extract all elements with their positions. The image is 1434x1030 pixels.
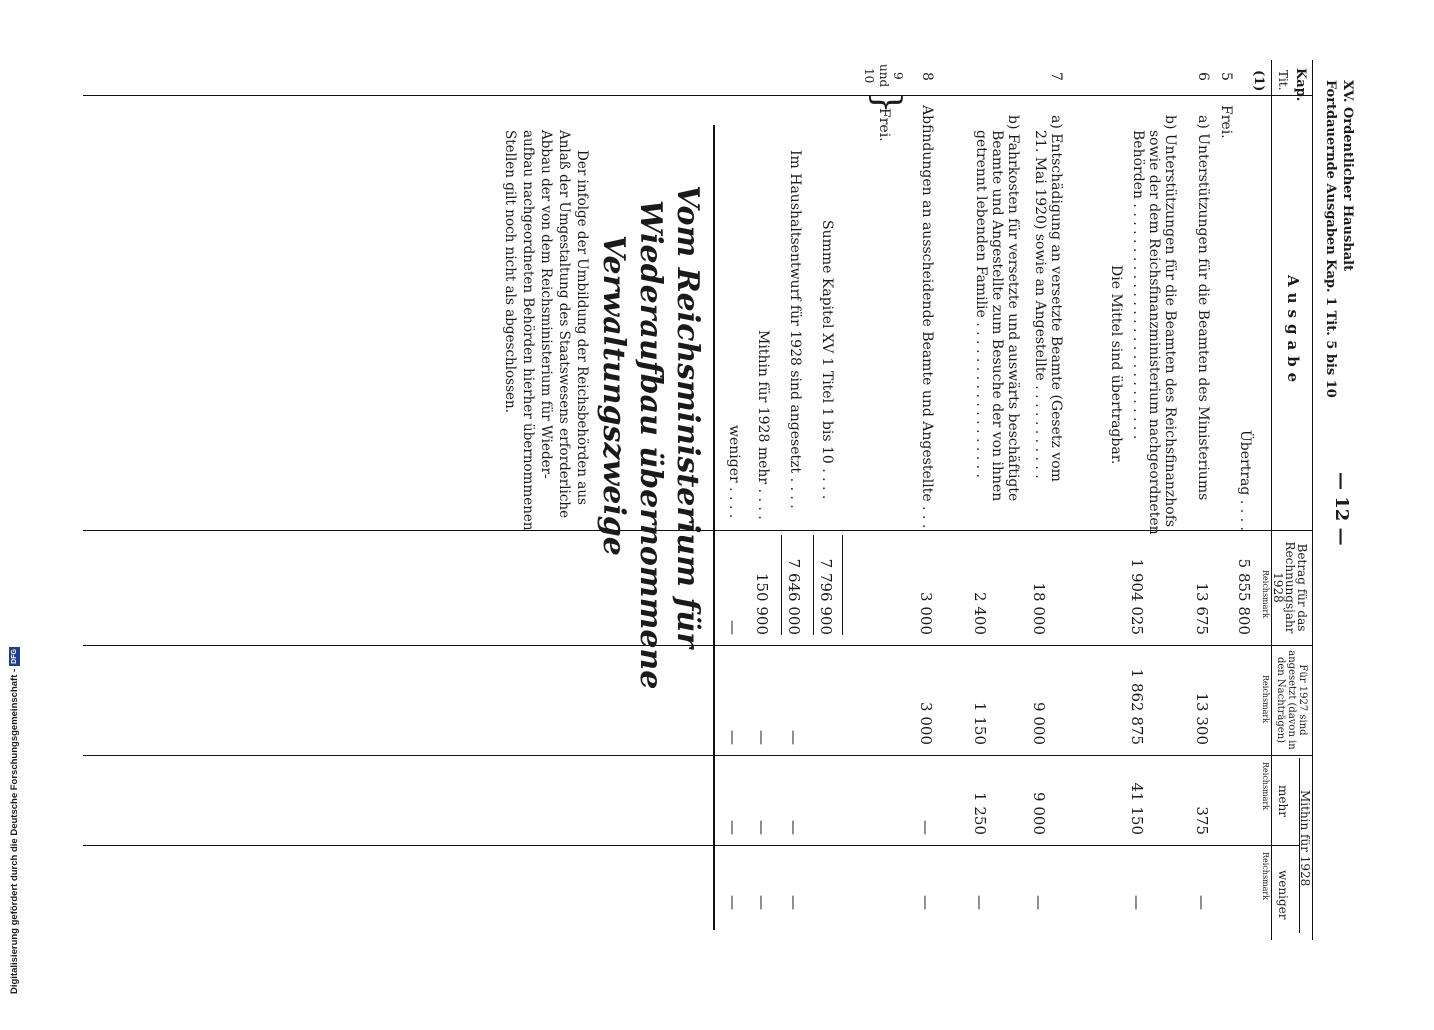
tit-6a-text: a) Unterstützungen für die Beamten des Ministeriums — [1195, 115, 1211, 501]
summe-rule-bottom — [813, 535, 814, 635]
credit-strip — [0, 0, 18, 1000]
entwurf-rule — [781, 535, 782, 635]
section-para-line2: Anlaß der Umgestaltung des Staatswesens erforderliche — [556, 130, 572, 519]
section-para-line4: aufbau nachgeordneten Behörden hierher übernommenen — [520, 130, 536, 531]
uebertrag-label: Übertrag . . . . — [1237, 430, 1253, 531]
weniger-mehr: — — [724, 820, 742, 835]
tit-6-note: Die Mittel sind übertragbar. — [1108, 265, 1124, 465]
tit-7a-weniger: — — [1030, 895, 1048, 910]
tit-9-10-brace: } — [866, 91, 907, 114]
summe-rule-top — [842, 535, 843, 635]
tit-8-mehr: — — [917, 820, 935, 835]
tit-8-1927: 3 000 — [917, 702, 935, 745]
mithin-mehr-mehr: — — [753, 820, 771, 835]
mehr-weniger-rule — [83, 845, 1300, 846]
tit-7b-betrag: 2 400 — [971, 592, 989, 635]
tit-8-weniger: — — [917, 895, 935, 910]
entwurf-1927: — — [785, 730, 803, 745]
tit-9-10-und: und — [877, 64, 891, 88]
mithin-mehr-betrag: 150 900 — [753, 572, 771, 635]
section-title-line3: Verwaltungszweige — [596, 235, 631, 556]
unit-weniger: Reichsmark — [1261, 852, 1270, 901]
section-para-line5: Stellen gilt noch nicht als abgeschlossen. — [502, 130, 518, 413]
summe-label: Summe Kapitel XV 1 Titel 1 bis 10 . . . . — [819, 220, 835, 500]
tit-6a-mehr: 375 — [1193, 806, 1211, 835]
header-bottom-rule — [1271, 60, 1272, 940]
tit-6b-weniger: — — [1128, 895, 1146, 910]
section-title-line1: Vom Reichsministerium für — [670, 185, 705, 649]
tit-7b-line1: b) Fahrkosten für versetzte und auswärts beschäftigte — [1005, 115, 1021, 502]
col-betrag: Betrag für das Rechnungsjahr 1928 — [1271, 541, 1309, 634]
tit-10: 10 — [862, 68, 876, 84]
col-fuer-1927: Für 1927 sind angesetzt (davon in den Nachträgen) — [1275, 650, 1308, 750]
header-title-line1: XV. Ordentlicher Haushalt — [1340, 80, 1355, 272]
tit-6b-betrag: 1 904 025 — [1128, 558, 1146, 635]
tit-6: 6 — [1195, 72, 1211, 81]
entwurf-betrag: 7 646 000 — [785, 558, 803, 635]
tit-7b-1927: 1 150 — [971, 702, 989, 745]
entwurf-label: Im Haushaltsentwurf für 1928 sind angesetzt . . . . — [787, 150, 803, 509]
col-mithin: Mithin für 1928 — [1298, 790, 1312, 887]
col-kap: Kap. — [1293, 68, 1308, 102]
tit-6b-mehr: 41 150 — [1128, 782, 1146, 835]
tit-7a-line1: a) Entschädigung an versetzte Beamte (Gesetz vom — [1048, 115, 1064, 482]
tit-6b-line2: sowie der dem Reichsfinanzministerium nachgeordneten — [1146, 130, 1162, 535]
tit-6b-1927: 1 862 875 — [1128, 668, 1146, 745]
col-weniger: weniger — [1276, 870, 1290, 920]
tit-5-text: Frei. — [1218, 105, 1234, 139]
uebertrag-betrag: 5 855 800 — [1235, 558, 1253, 635]
weniger-1927: — — [724, 730, 742, 745]
unit-betrag: Reichsmark — [1261, 570, 1270, 619]
tit-7b-mehr: 1 250 — [971, 792, 989, 835]
mithin-mehr-1927: — — [753, 730, 771, 745]
page-number: — 12 — — [1331, 472, 1352, 546]
tit-6b-line3: Behörden . . . . . . . . . . . . . . . . . . . . . . . . . . . — [1130, 130, 1146, 440]
tit-6b-line1: b) Unterstützungen für die Beamten des Reichsfinanzhofs — [1162, 115, 1178, 528]
col-ausgabe: Ausgabe — [1284, 275, 1302, 389]
entwurf-weniger: — — [785, 895, 803, 910]
col-tit: Tit. — [1276, 70, 1290, 91]
credit-text: Digitalisierung gefördert durch die Deutsche Forschungsgemeinschaft - — [9, 668, 20, 994]
tit-7b-weniger: — — [971, 895, 989, 910]
mithin-mehr-label: Mithin für 1928 mehr . . . . — [755, 330, 771, 520]
tit-7a-mehr: 9 000 — [1030, 792, 1048, 835]
entwurf-mehr: — — [785, 820, 803, 835]
unit-1927: Reichsmark — [1261, 675, 1270, 724]
tit-8: 8 — [919, 72, 935, 81]
dfg-logo: DFG — [11, 649, 18, 664]
section-rule — [713, 125, 715, 930]
tit-6a-1927: 13 300 — [1193, 692, 1211, 745]
kap-marker: (1) — [1251, 70, 1266, 92]
mithin-mehr-weniger: — — [753, 895, 771, 910]
tit-5: 5 — [1218, 72, 1234, 81]
weniger-label: weniger . . . . — [726, 425, 742, 519]
tit-7b-line2: Beamte und Angestellte zum Besuche der von ihnen — [989, 130, 1005, 502]
weniger-weniger: — — [724, 895, 742, 910]
col-mehr: mehr — [1276, 785, 1290, 817]
section-para-line1: Der infolge der Umbildung der Reichsbehörden aus — [574, 150, 590, 505]
kap-column-rule — [83, 95, 1313, 96]
tit-8-betrag: 3 000 — [917, 592, 935, 635]
document-page — [95, 30, 1360, 1030]
table-top-rule — [1312, 60, 1313, 940]
mithin-column-rule — [83, 755, 1313, 756]
tit-6a-betrag: 13 675 — [1193, 582, 1211, 635]
tit-7a-betrag: 18 000 — [1030, 582, 1048, 635]
tit-7a-line2: 21. Mai 1920) sowie an Angestellte . . . . . . . . . . . — [1032, 130, 1048, 479]
tit-7a-1927: 9 000 — [1030, 702, 1048, 745]
tit-9-10-text: Frei. — [876, 108, 892, 142]
summe-betrag: 7 796 900 — [817, 558, 835, 635]
tit-8-text: Abfindungen an ausscheidende Beamte und Angestellte . . . — [919, 105, 935, 529]
unit-mehr: Reichsmark — [1261, 762, 1270, 811]
section-para-line3: Abbau der von dem Reichsministerium für Wieder- — [538, 130, 554, 479]
tit-7b-line3: getrennt lebenden Familie . . . . . . . . . . . . . . . . . . — [973, 130, 989, 479]
weniger-betrag: — — [724, 620, 742, 635]
tit-6a-weniger: — — [1193, 895, 1211, 910]
section-title-line2: Wiederaufbau übernommene — [633, 200, 668, 690]
tit-7: 7 — [1048, 72, 1064, 81]
tit-9: 9 — [891, 72, 905, 80]
header-title-line2: Fortdauernde Ausgaben Kap. 1 Tit. 5 bis 10 — [1323, 80, 1338, 398]
